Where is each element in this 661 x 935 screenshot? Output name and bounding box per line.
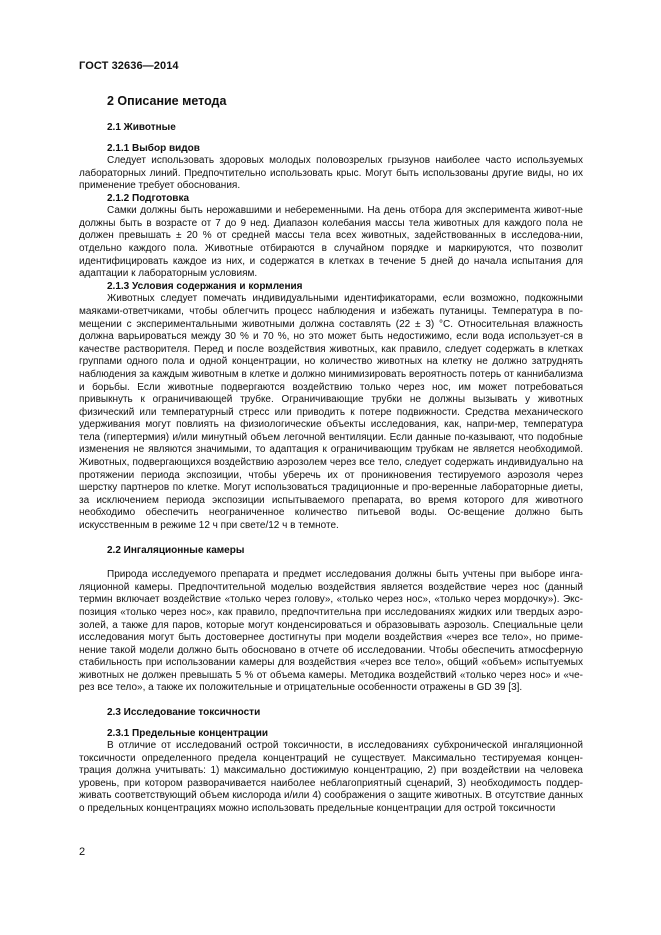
clause-title-limit-concentrations: 2.3.1 Предельные концентрации <box>107 727 268 739</box>
subsection-title-chambers: 2.2 Ингаляционные камеры <box>107 544 245 556</box>
section-title: 2 Описание метода <box>107 94 227 108</box>
subsection-title-animals: 2.1 Животные <box>107 122 176 133</box>
subsection-title-toxicity-study: 2.3 Исследование токсичности <box>107 707 261 719</box>
clause-text-limit-concentrations: В отличие от исследований острой токсичности, в исследованиях субхронической ингаляционной токсичности определенного предела концентраций не существует. Максимально тестируемая концен-трация должна учитывать: 1) максимально достижимую концентрацию, 2) при воздействии на человека уровень, при котором разворачивается наиболее неблагоприятный сценарий, 3) необходимость поддер-живать соответствующий объем кислорода и/или 4) соображения о защите животных. В отсутствие данных о предельных концентрациях можно использовать предельные концентрации для острой токсичности <box>79 740 583 815</box>
document-header: ГОСТ 32636—2014 <box>79 60 179 72</box>
clause-text-species-selection: Следует использовать здоровых молодых половозрелых грызунов наиболее часто используемых лабораторных линий. Предпочтительно использовать крыс. Могут быть использованы другие виды, но их применение требует обоснования. <box>79 155 583 192</box>
subsection-text-chambers: Природа исследуемого препарата и предмет исследования должны быть учтены при выборе инга-ляционной камеры. Предпочтительной моделью воздействия является воздействие через нос (данный термин включает воздействие «только через голову», «только через нос», «только через мордочку»). Экс-позиция «только через нос», как правило, предпочтительна при исследованиях жидких или твердых аэро-золей, а также для паров, которые могут конденсироваться и образовывать аэрозоль. Специальные цели исследования могут быть достовернее достигнуты при модели воздействия «через все тело», но приме-нение такой модели должно быть обосновано в отчете об исследовании. Чтобы обеспечить атмосферную стабильность при использовании камеры для воздействия «через все тело», общий «объем» испытуемых животных не должен превышать 5 % от объема камеры. Методика воздействий «только через нос» и «че-рез все тело», а также их положительные и отрицательные особенности отражены в GD 39 [3]. <box>79 569 583 694</box>
clause-text-housing-feeding: Животных следует помечать индивидуальными идентификаторами, если возможно, подкожными маяками-ответчиками, чтобы облегчить процесс наблюдения и избежать путаницы. Температура в по-мещении с экспериментальными животными должна составлять (22 ± 3) °С. Относительная влажность должна варьироваться между 30 % и 70 %, но это может быть недостижимо, если вода использует-ся в качестве растворителя. Перед и после воздействия животных, как правило, следует содержать в клетках группами одного пола и одной концентрации, но количество животных на клетку не должно затруднять наблюдения за каждым животным в клетке и должно минимизировать вероятность потерь от каннибализма и борьбы. Если животные подвергаются воздействию только через нос, им может потребоваться привыкнуть к ограничивающей трубке. Ограничивающие трубки не должны вызывать у животных физический или температурный стресс или приводить к потере подвижности. Средства механического удерживания могут повлиять на физиологические объекты исследования, как, напри-мер, температура тела (гипертермия) и/или минутный объем легочной вентиляции. Если данные по-казывают, что подобные изменения не являются значимыми, то адаптация к ограничивающим трубкам не является необходимой. Животных, подвергающихся воздействию аэрозолем через все тело, следует содержать индивидуально на протяжении периода экспозиции, чтобы уберечь их от проникновения тестируемого аэрозоля через шерстку партнеров по клетке. Могут использоваться традиционные и про-веренные лабораторные диеты, за исключением периода экспозиции испытываемого препарата, во время которого для животного необходимо обеспечить неограниченное количество питьевой воды. Ос-вещение должно быть искусственным в режиме 12 ч при свете/12 ч в темноте. <box>79 293 583 532</box>
document-body <box>79 94 583 816</box>
clause-title-housing-feeding: 2.1.3 Условия содержания и кормления <box>107 280 303 292</box>
clause-title-species-selection: 2.1.1 Выбор видов <box>107 142 200 154</box>
page-number: 2 <box>79 846 86 858</box>
clause-title-preparation: 2.1.2 Подготовка <box>107 192 190 204</box>
clause-text-preparation: Самки должны быть нерожавшими и небеременными. На день отбора для эксперимента живот-ные должны быть в возрасте от 7 до 9 нед. Диапазон колебания массы тела животных для каждого пола не должен превышать ± 20 % от средней массы тела всех животных, задействованных в исследова-нии, отдельно каждого пола. Животные отбираются в случайном порядке и маркируются, что позволит идентифицировать каждое из них, и содержатся в клетках в течение 5 дней до начала испытания для адаптации к лабораторным условиям. <box>79 205 583 280</box>
